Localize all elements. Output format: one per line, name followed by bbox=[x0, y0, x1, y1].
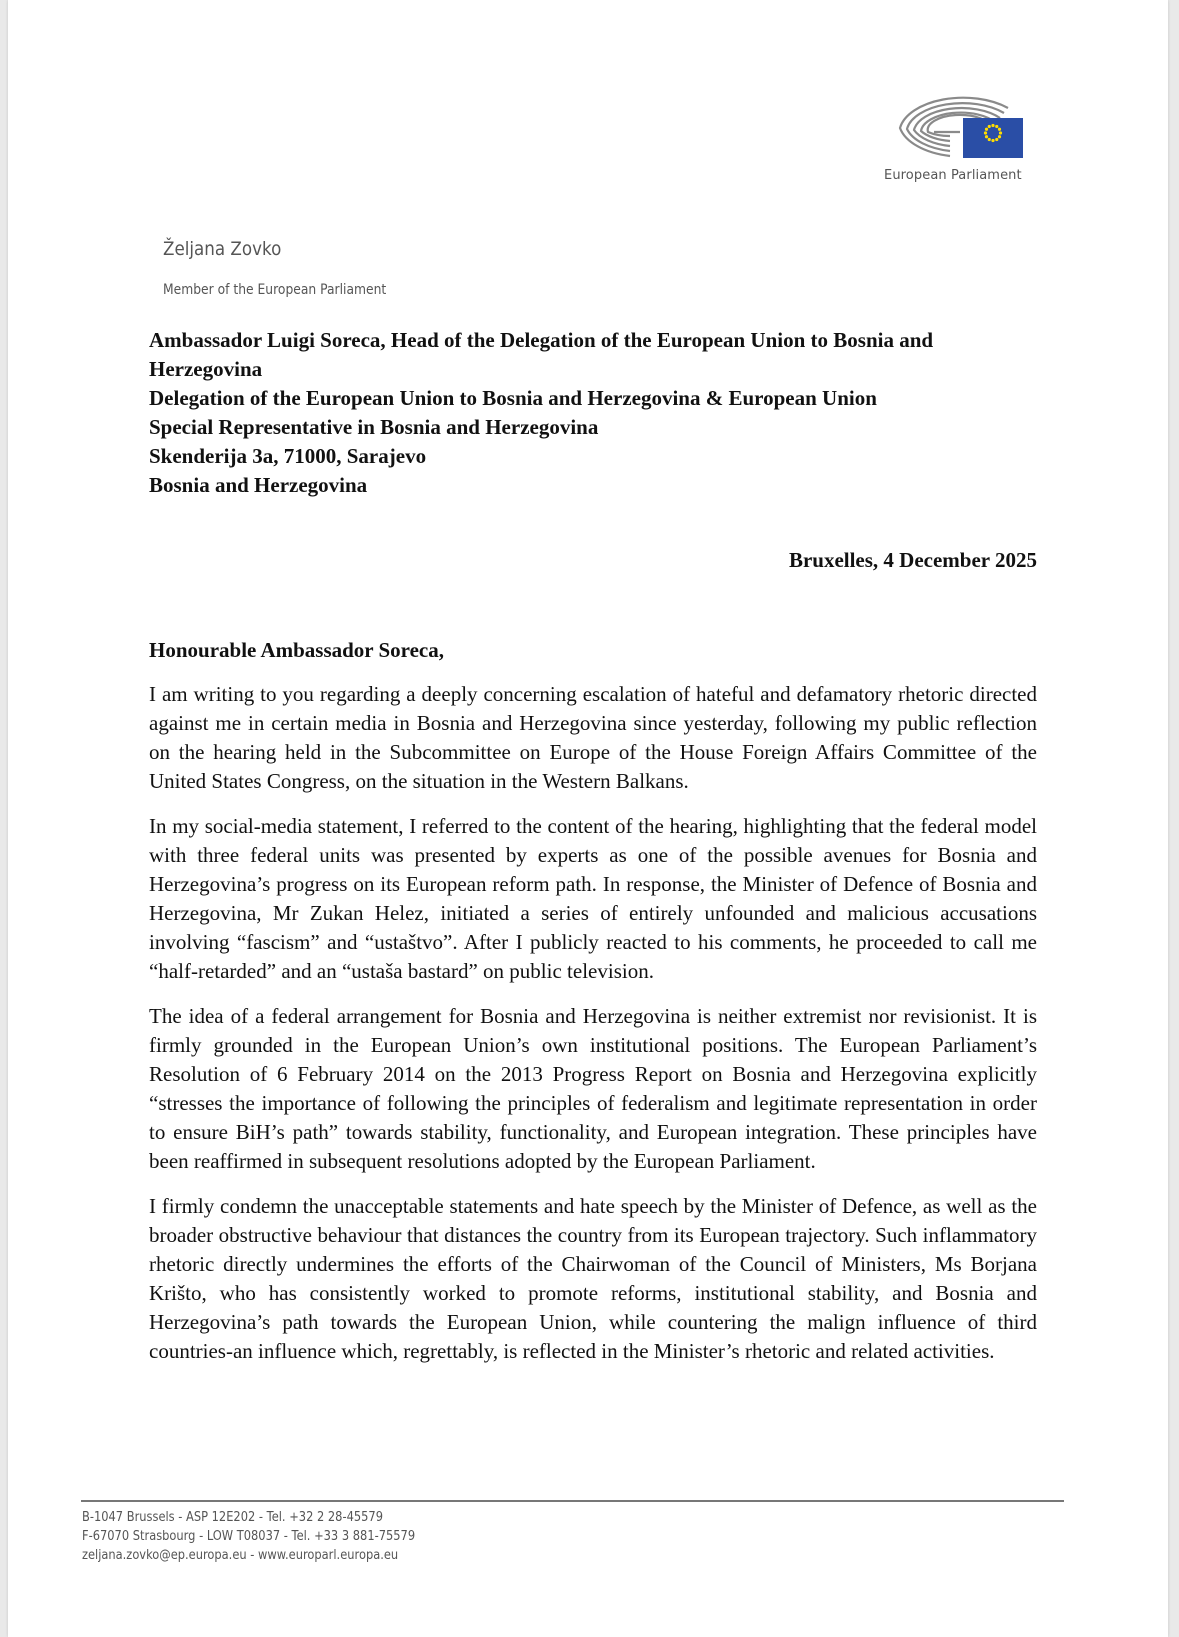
letter-body bbox=[149, 680, 1037, 1382]
logo-caption: European Parliament bbox=[884, 168, 1022, 183]
recipient-line: Special Representative in Bosnia and Herzegovina bbox=[149, 415, 599, 439]
body-paragraph: I am writing to you regarding a deeply concerning escalation of hateful and defamatory rhetoric directed against me in certain media in Bosnia and Herzegovina since yesterday, following my public reflection on the hearing held in the Subcommittee on Europe of the House Foreign Affairs Committee of the United States Congress, on the situation in the Western Balkans. bbox=[149, 682, 1037, 793]
recipient-line: Delegation of the European Union to Bosnia and Herzegovina & European Union bbox=[149, 386, 877, 410]
sender-role: Member of the European Parliament bbox=[163, 282, 387, 298]
footer-line: B-1047 Brussels - ASP 12E202 - Tel. +32 2 28-45579 bbox=[82, 1510, 383, 1525]
recipient-line: Herzegovina bbox=[149, 357, 263, 381]
footer-line: F-67070 Strasbourg - LOW T08037 - Tel. +33 3 881-75579 bbox=[82, 1529, 416, 1544]
footer-divider bbox=[81, 1500, 1064, 1502]
recipient-line: Bosnia and Herzegovina bbox=[149, 473, 368, 497]
recipient-address bbox=[149, 326, 1039, 500]
body-paragraph: The idea of a federal arrangement for Bosnia and Herzegovina is neither extremist nor revisionist. It is firmly grounded in the European Union’s own institutional positions. The European Parliament’s Resolution of 6 February 2014 on the 2013 Progress Report on Bosnia and Herzegovina explicitly “stresses the importance of following the principles of federalism and legitimate representation in order to ensure BiH’s path” towards stability, functionality, and European integration. These principles have been reaffirmed in subsequent resolutions adopted by the European Parliament. bbox=[149, 1004, 1037, 1173]
recipient-line: Skenderija 3a, 71000, Sarajevo bbox=[149, 444, 427, 468]
letter-date: Bruxelles, 4 December 2025 bbox=[788, 548, 1037, 572]
body-paragraph: In my social-media statement, I referred to the content of the hearing, highlighting that the federal model with three federal units was presented by experts as one of the possible avenues for Bosnia and Herzegovina’s progress on its European reform path. In response, the Minister of Defence of Bosnia and Herzegovina, Mr Zukan Helez, initiated a series of entirely unfounded and malicious accusations involving “fascism” and “ustaštvo”. After I publicly reacted to his comments, he proceeded to call me “half-retarded” and an “ustaša bastard” on public television. bbox=[149, 814, 1037, 983]
body-paragraph: I firmly condemn the unacceptable statements and hate speech by the Minister of Defence, as well as the broader obstructive behaviour that distances the country from its European trajectory. Such inflammatory rhetoric directly undermines the efforts of the Chairwoman of the Council of Ministers, Ms Borjana Krišto, who has consistently worked to promote reforms, institutional stability, and Bosnia and Herzegovina’s path towards the European Union, while countering the malign influence of third countries-an influence which, regrettably, is reflected in the Minister’s rhetoric and related activities. bbox=[149, 1194, 1037, 1363]
letter-page bbox=[8, 0, 1168, 1637]
footer-line: zeljana.zovko@ep.europa.eu - www.europarl.europa.eu bbox=[82, 1548, 399, 1563]
recipient-line: Ambassador Luigi Soreca, Head of the Delegation of the European Union to Bosnia and bbox=[149, 328, 934, 352]
salutation: Honourable Ambassador Soreca, bbox=[149, 638, 445, 662]
footer-contact bbox=[82, 1508, 415, 1565]
sender-name: Željana Zovko bbox=[163, 238, 282, 260]
